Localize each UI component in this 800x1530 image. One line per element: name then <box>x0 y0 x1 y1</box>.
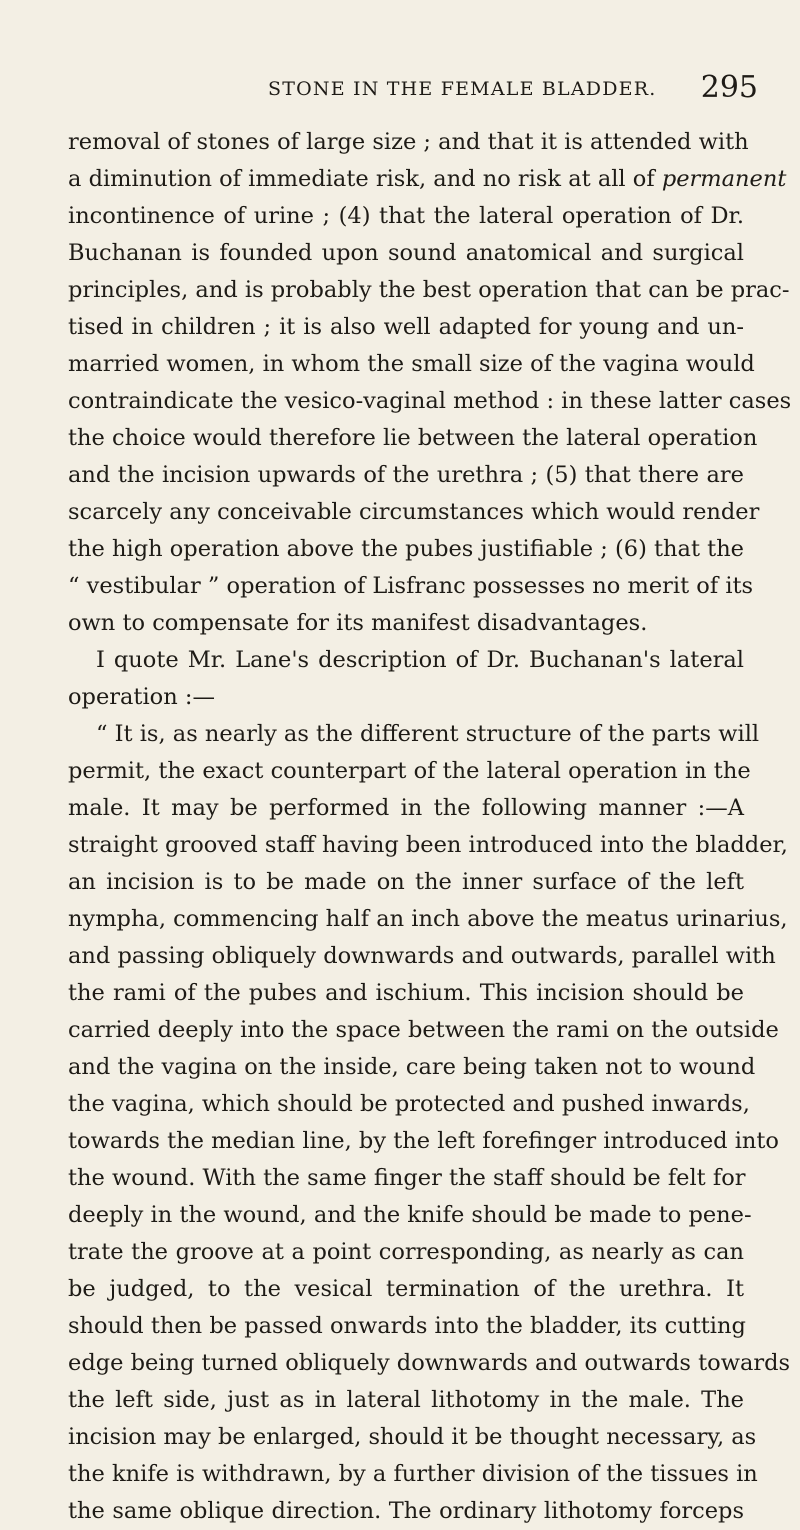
body-text <box>68 124 792 1530</box>
text-line: “ It is, as nearly as the different structure of the parts will <box>96 721 760 747</box>
text-line: carried deeply into the space between the rami on the outside <box>68 1017 779 1043</box>
emphasized-word: permanent <box>661 166 787 192</box>
page-number: 295 <box>700 70 758 105</box>
text-line: permit, the exact counterpart of the lateral operation in the <box>68 758 751 784</box>
text-line: towards the median line, by the left forefinger introduced into <box>68 1128 779 1154</box>
text-line: and the incision upwards of the urethra ; (5) that there are <box>68 462 744 488</box>
text-line: be judged, to the vesical termination of the urethra. It <box>68 1276 744 1302</box>
text-line: and the vagina on the inside, care being taken not to wound <box>68 1054 756 1080</box>
text-line: incontinence of urine ; (4) that the lateral operation of Dr. <box>68 203 744 229</box>
text-line: the vagina, which should be protected and pushed inwards, <box>68 1091 750 1117</box>
text-line: “ vestibular ” operation of Lisfranc possesses no merit of its <box>68 573 754 599</box>
text-line: own to compensate for its manifest disadvantages. <box>68 610 648 636</box>
text-line: principles, and is probably the best operation that can be prac- <box>68 277 790 303</box>
text-line: the high operation above the pubes justifiable ; (6) that the <box>68 536 744 562</box>
text-line: operation :— <box>68 684 215 710</box>
text-line: the rami of the pubes and ischium. This incision should be <box>68 980 744 1006</box>
text-line: contraindicate the vesico-vaginal method : in these latter cases <box>68 388 792 414</box>
text-line: trate the groove at a point corresponding, as nearly as can <box>68 1239 744 1265</box>
text-line: I quote Mr. Lane's description of Dr. Buchanan's lateral <box>96 647 744 673</box>
text-line: should then be passed onwards into the bladder, its cutting <box>68 1313 746 1339</box>
text-line: edge being turned obliquely downwards and outwards towards <box>68 1350 791 1376</box>
text-line: the choice would therefore lie between the lateral operation <box>68 425 758 451</box>
text-line: and passing obliquely downwards and outwards, parallel with <box>68 943 776 969</box>
text-line: straight grooved staff having been introduced into the bladder, <box>68 832 788 858</box>
text-line: male. It may be performed in the following manner :—A <box>68 795 744 821</box>
text-line: Buchanan is founded upon sound anatomical and surgical <box>68 240 744 266</box>
text-line: the same oblique direction. The ordinary lithotomy forceps <box>68 1498 744 1524</box>
text-line-with-emphasis <box>68 161 787 198</box>
page-header <box>0 70 800 110</box>
text-line: the knife is withdrawn, by a further division of the tissues in <box>68 1461 758 1487</box>
text-line: incision may be enlarged, should it be thought necessary, as <box>68 1424 757 1450</box>
running-title: STONE IN THE FEMALE BLADDER. <box>268 78 657 100</box>
text-line: nympha, commencing half an inch above the meatus urinarius, <box>68 906 788 932</box>
text-line-part: a diminution of immediate risk, and no risk at all of <box>68 166 655 192</box>
text-line: married women, in whom the small size of the vagina would <box>68 351 755 377</box>
text-line: tised in children ; it is also well adapted for young and un- <box>68 314 744 340</box>
text-line: scarcely any conceivable circumstances which would render <box>68 499 760 525</box>
text-line: an incision is to be made on the inner surface of the left <box>68 869 744 895</box>
text-line: removal of stones of large size ; and that it is attended with <box>68 129 749 155</box>
text-line: the left side, just as in lateral lithotomy in the male. The <box>68 1387 744 1413</box>
text-line: the wound. With the same finger the staff should be felt for <box>68 1165 746 1191</box>
text-line: deeply in the wound, and the knife should be made to pene- <box>68 1202 752 1228</box>
